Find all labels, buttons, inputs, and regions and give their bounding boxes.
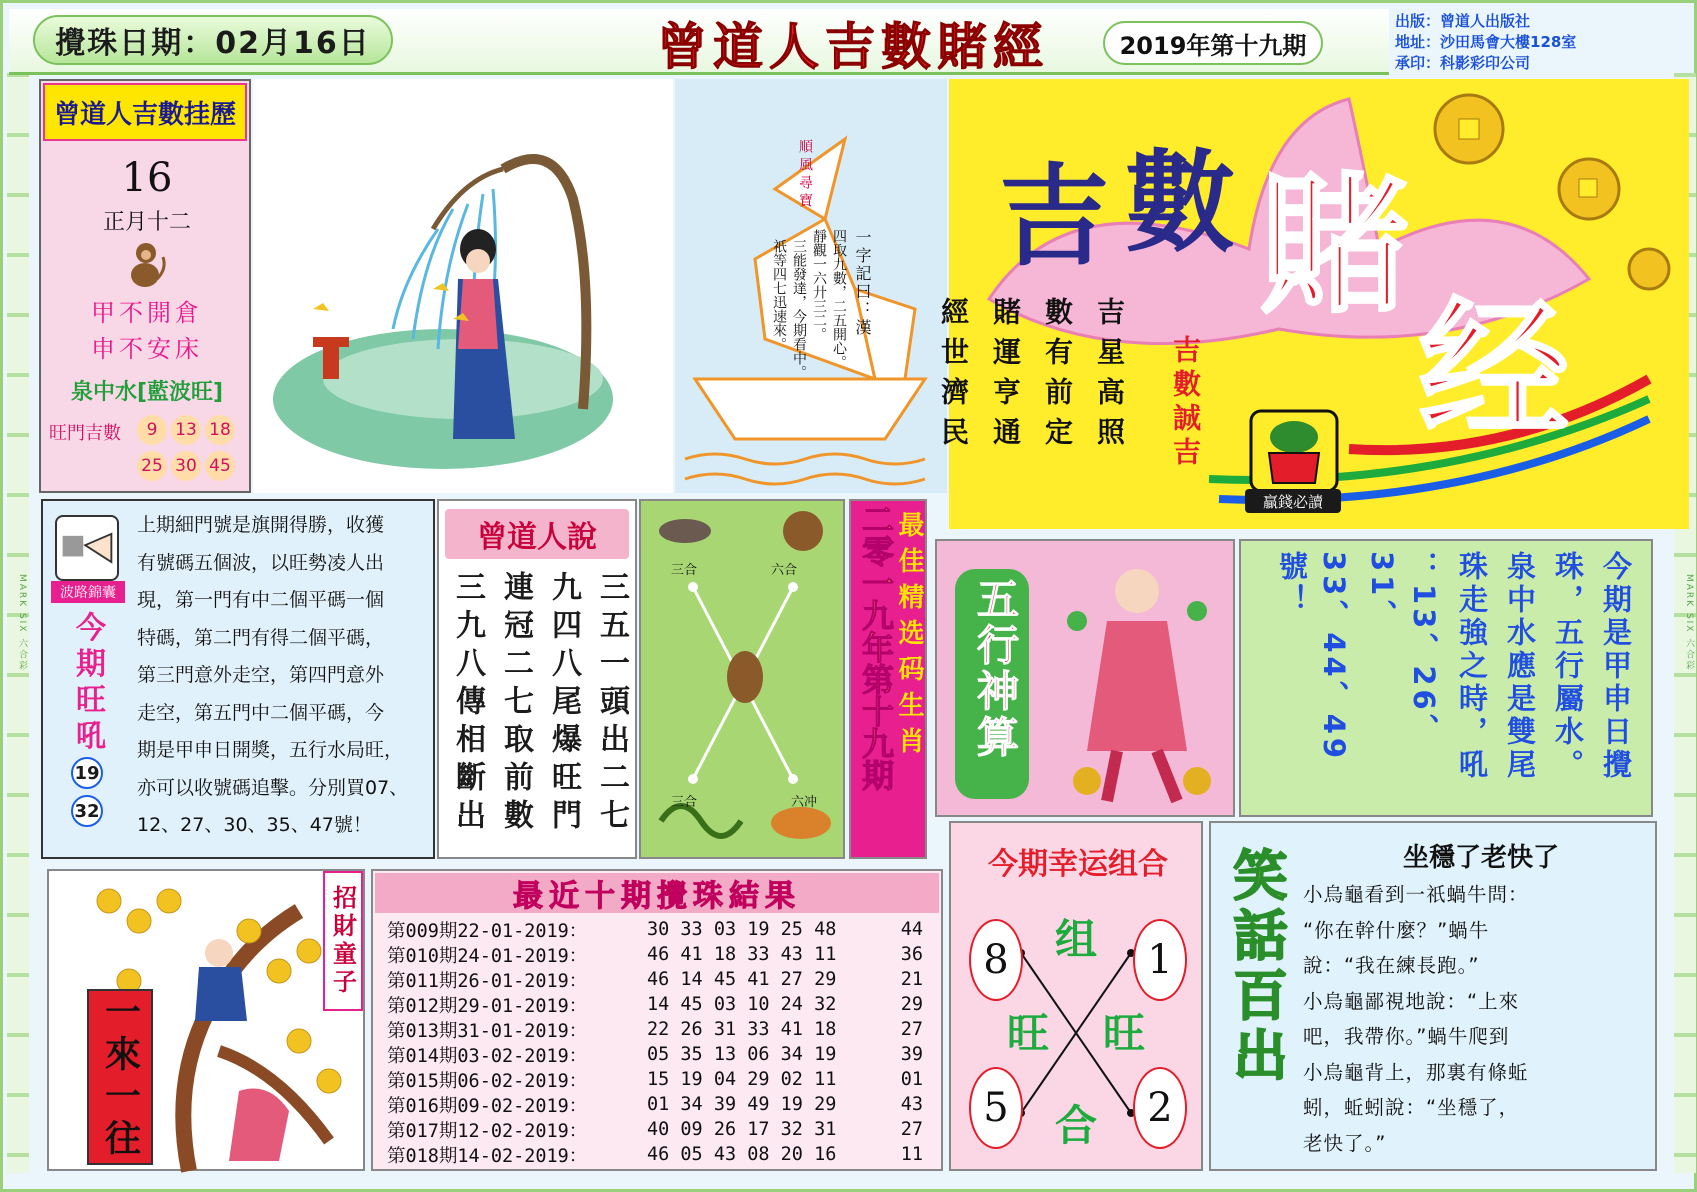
zodiac-label: 三合 — [671, 795, 698, 810]
table-row — [387, 992, 939, 1017]
wangfa-text — [137, 507, 431, 845]
lucky-number: 18 — [205, 415, 235, 445]
verse-column: 連冠二七取前數 — [498, 571, 533, 837]
promo-char: 數 — [1125, 139, 1235, 267]
analysis-column: 泉中水應是雙尾 — [1503, 551, 1537, 782]
result-numbers: 05 35 13 06 34 19 — [647, 1044, 837, 1065]
table-row — [387, 942, 939, 967]
combo-char: 旺 — [1007, 1009, 1050, 1058]
wealth-boy-panel — [47, 869, 365, 1171]
text-line: 亦可以收號碼追擊。分別買07、 — [137, 776, 409, 799]
result-period: 第011期26-01-2019： — [387, 970, 588, 992]
tips-panel-wangfa — [41, 499, 435, 859]
result-special: 21 — [900, 969, 923, 990]
joke-line: “你在幹什麼？”蝸牛 — [1303, 918, 1490, 942]
result-period: 第015期06-02-2019： — [387, 1070, 588, 1092]
combo-char: 组 — [1055, 915, 1098, 964]
promo-slogan: 吉數誠吉 — [1169, 335, 1202, 471]
result-period: 第012期29-01-2019： — [387, 995, 588, 1017]
joke-line: 小烏龜看到一祇蝸牛問： — [1303, 883, 1529, 906]
fortune-boy-image — [1047, 551, 1227, 811]
master-says-panel — [437, 499, 637, 859]
text-line: 上期細門號是旗開得勝，收獲 — [137, 514, 385, 536]
result-period: 第016期09-02-2019： — [387, 1095, 588, 1117]
draw-date: 攪珠日期：02月16日 — [33, 15, 393, 65]
verse-column: 九四八尾爆旺門 — [546, 571, 581, 837]
lucky-number: 45 — [205, 451, 235, 481]
lady-willow-image — [253, 79, 673, 493]
publisher-info — [1395, 11, 1685, 75]
verse-column: 三九八傳相斷出 — [450, 571, 485, 837]
address-line: 地址：沙田馬會大樓128室 — [1395, 33, 1577, 51]
result-special: 27 — [900, 1019, 923, 1040]
result-period: 第014期03-02-2019： — [387, 1045, 588, 1067]
calendar-title: 曾道人吉數挂歷 — [43, 83, 247, 141]
wangfa-number: 32 — [71, 795, 103, 827]
analysis-column: 珠走強之時，吼 — [1455, 551, 1489, 782]
joke-line: 老快了。” — [1303, 1131, 1387, 1155]
text-line: 走空，第五門中二個平碼，今 — [137, 701, 385, 724]
calendar-day: 16 — [121, 155, 173, 201]
promo-verse — [937, 297, 1129, 477]
result-numbers: 22 26 31 33 41 18 — [647, 1019, 837, 1040]
result-special: 01 — [900, 1069, 923, 1090]
text-line: 期是甲申日開獎，五行水局旺， — [137, 739, 404, 761]
hand-key-icon — [55, 515, 119, 581]
promo-char: 賭 — [1259, 160, 1410, 334]
recent-results-panel — [371, 869, 943, 1171]
table-row — [387, 1042, 939, 1067]
analysis-column: 33、44、49號！ — [1275, 551, 1351, 763]
result-numbers: 14 45 03 10 24 32 — [647, 994, 837, 1015]
text-line: 現，第一門有中二個平碼一個 — [137, 589, 385, 611]
table-row — [387, 1017, 939, 1042]
printer-line: 承印：科影彩印公司 — [1395, 54, 1531, 72]
text-line: 特碼，第二門有得二個平碼， — [137, 626, 385, 649]
wangfa-number: 19 — [71, 757, 103, 789]
verse-column: 吉星高照 — [1093, 297, 1126, 457]
text-line: 第三門意外走空，第四門意外 — [137, 664, 385, 686]
calendar-element: 泉中水[藍波旺] — [70, 380, 224, 405]
riddle-line: 三能發達，今期看中。 — [791, 239, 807, 379]
lucky-combo-title: 今期幸运组合 — [988, 847, 1168, 882]
zodiac-label: 六冲 — [791, 795, 818, 810]
result-special: 44 — [900, 919, 923, 940]
result-period: 第018期14-02-2019： — [387, 1145, 588, 1167]
wuxing-panel — [935, 539, 1235, 817]
wealth-boy-label: 招財童子 — [323, 871, 363, 1011]
results-title: 最近十期攪珠結果 — [375, 873, 939, 913]
page-title: 曾道人吉數賭經 — [657, 18, 1049, 76]
best-zodiac-panel — [849, 499, 927, 859]
lucky-number: 13 — [171, 415, 201, 445]
text-line: 12、27、30、35、47號！ — [137, 814, 372, 836]
analysis-column: ：13、26、31、 — [1365, 551, 1441, 747]
analysis-column: 今期是甲申日攪 — [1599, 551, 1633, 782]
zodiac-relation-panel — [639, 499, 845, 859]
analysis-text — [1271, 551, 1637, 811]
joke-line: 小烏龜鄙視地說：“上來 — [1303, 989, 1520, 1013]
joke-title: 坐穩了老快了 — [1402, 843, 1559, 873]
joke-panel — [1209, 821, 1657, 1171]
riddle-line: 靜觀一六廾三二。 — [811, 229, 827, 341]
zodiac-label: 六合 — [771, 563, 798, 578]
analysis-panel — [1239, 539, 1653, 817]
left-side-strip: MARK SIX 六合彩 — [7, 73, 29, 1173]
table-row — [387, 917, 939, 942]
best-zodiac-issue: 二零一九年第十九期 — [857, 503, 895, 791]
master-says-verse — [445, 571, 633, 851]
lucky-combo-panel — [949, 821, 1203, 1171]
wuxing-title: 五行神算 — [971, 577, 1020, 761]
result-period: 第013期31-01-2019： — [387, 1020, 588, 1042]
wuxing-title-box — [955, 569, 1029, 799]
joke-line: 說：“我在練長跑。” — [1303, 954, 1480, 977]
combo-number: 8 — [969, 919, 1023, 1001]
combo-number: 2 — [1133, 1067, 1187, 1149]
fist-label: 贏錢必讀 — [1245, 489, 1341, 513]
calendar-taboo-line: 申不安床 — [91, 335, 203, 363]
publisher-line: 出版：曾道人出版社 — [1395, 12, 1531, 30]
sail-riddle-panel — [675, 79, 947, 493]
riddle-line: 一字記曰：漢 — [853, 229, 872, 337]
result-numbers: 01 34 39 49 19 29 — [647, 1094, 837, 1115]
result-numbers: 46 05 43 08 20 16 — [647, 1144, 837, 1165]
combo-number: 1 — [1133, 919, 1187, 1001]
joke-line: 蚓，蚯蚓說：“坐穩了， — [1303, 1096, 1520, 1119]
result-numbers: 46 14 45 41 27 29 — [647, 969, 837, 990]
wangfa-title: 今期旺吼 — [76, 611, 106, 754]
icon-caption: 波路錦囊 — [51, 581, 125, 603]
joke-line: 吧，我帶你。”蝸牛爬到 — [1303, 1025, 1510, 1048]
master-says-title: 曾道人說 — [445, 509, 629, 559]
lucky-number: 9 — [137, 415, 167, 445]
result-numbers: 15 19 04 29 02 11 — [647, 1069, 837, 1090]
promo-char: 经 — [1419, 284, 1570, 458]
sail-flag-text: 順風尋寶 — [797, 139, 813, 211]
result-special: 27 — [900, 1119, 923, 1140]
result-special: 39 — [900, 1044, 923, 1065]
monkey-icon — [123, 239, 169, 291]
calendar-panel — [39, 79, 251, 493]
lucky-number: 25 — [137, 451, 167, 481]
lady-illustration — [253, 79, 673, 493]
result-special: 11 — [900, 1144, 923, 1165]
best-zodiac-title: 最佳精选码生肖 — [894, 511, 924, 763]
table-row — [387, 967, 939, 992]
verse-column: 三五一頭出二七 — [594, 571, 629, 837]
combo-number: 5 — [969, 1067, 1023, 1149]
joke-section-title: 笑話百出 — [1225, 847, 1288, 1087]
result-numbers: 40 09 26 17 32 31 — [647, 1119, 837, 1140]
calendar-lunar-date: 正月十二 — [102, 210, 191, 235]
verse-column: 經世濟民 — [937, 297, 970, 457]
joke-body — [1303, 877, 1653, 1161]
combo-char: 旺 — [1103, 1009, 1146, 1058]
issue-number: 2019年第十九期 — [1103, 21, 1323, 65]
lucky-number: 30 — [171, 451, 201, 481]
promo-char: 吉 — [999, 153, 1109, 281]
result-period: 第009期22-01-2019： — [387, 920, 588, 942]
verse-column: 數有前定 — [1041, 297, 1074, 457]
result-numbers: 46 41 18 33 43 11 — [647, 944, 837, 965]
table-row — [387, 1117, 939, 1142]
result-special: 36 — [900, 944, 923, 965]
table-row — [387, 1092, 939, 1117]
riddle-line: 祇等四七迅速來。 — [771, 239, 787, 351]
verse-column: 賭運亨通 — [989, 297, 1022, 457]
result-numbers: 30 33 03 19 25 48 — [647, 919, 837, 940]
analysis-column: 珠，五行屬水。 — [1551, 551, 1585, 782]
lucky-numbers-label: 旺門吉數 — [49, 423, 121, 444]
calendar-taboo-line: 甲不開倉 — [91, 299, 203, 327]
zodiac-label: 三合 — [671, 563, 698, 578]
joke-line: 小烏龜背上，那裏有條蚯 — [1303, 1060, 1529, 1084]
combo-char: 合 — [1055, 1101, 1098, 1150]
right-side-strip: MARK SIX 六合彩 — [1674, 73, 1696, 1173]
result-period: 第017期12-02-2019： — [387, 1120, 588, 1142]
promo-banner — [937, 79, 1689, 529]
result-special: 43 — [900, 1094, 923, 1115]
results-table — [387, 917, 939, 1167]
riddle-line: 四取九數，二五開心。 — [831, 229, 847, 369]
calendar-taboo — [41, 295, 253, 367]
table-row — [387, 1067, 939, 1092]
result-period: 第010期24-01-2019： — [387, 945, 588, 967]
wealth-boy-banner: 一來一往 — [87, 989, 153, 1165]
result-special: 29 — [900, 994, 923, 1015]
table-row — [387, 1142, 939, 1167]
text-line: 有號碼五個波，以旺勢凌人出 — [137, 551, 385, 574]
